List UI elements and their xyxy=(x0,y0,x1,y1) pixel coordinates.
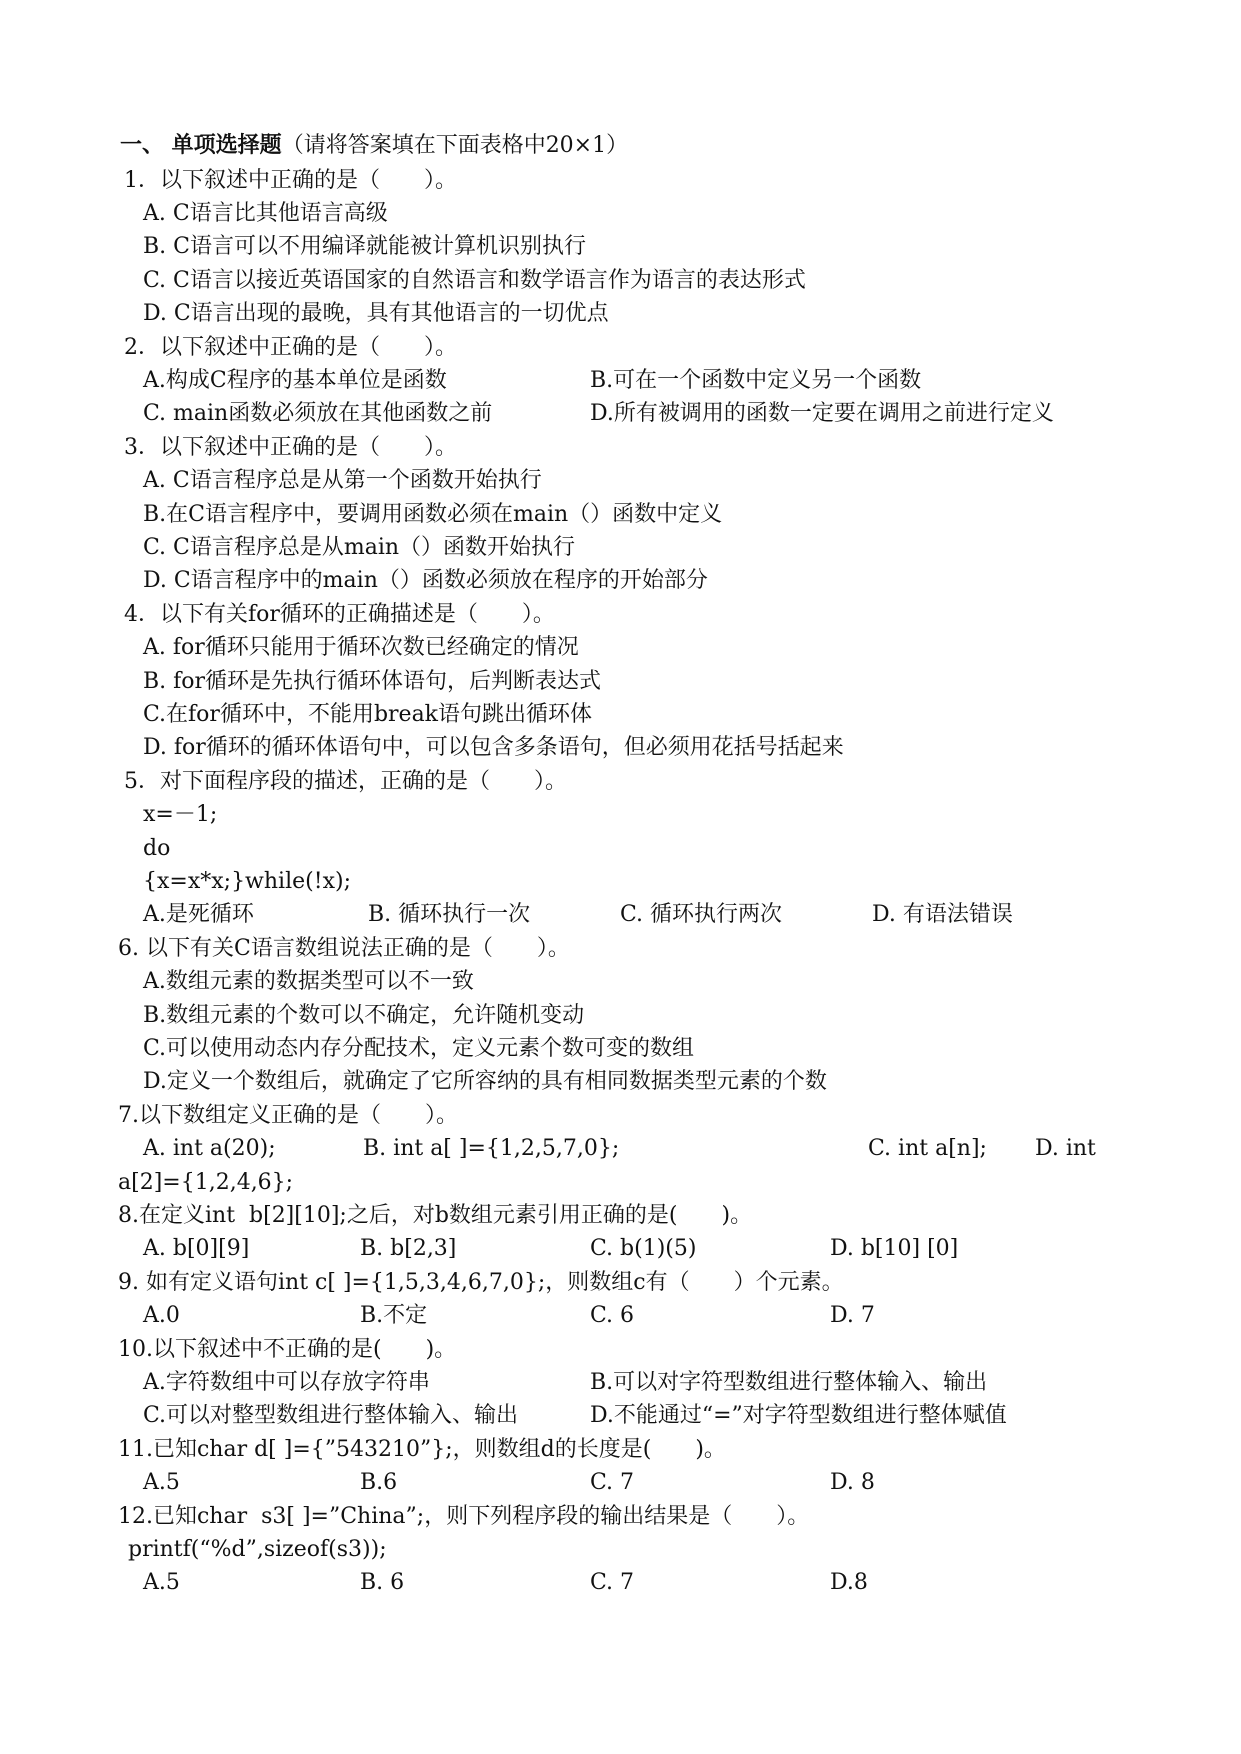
question-3-option-d: D. C语言程序中的main（）函数必须放在程序的开始部分 xyxy=(143,568,708,593)
question-8-option-a: A. b[0][9] xyxy=(143,1236,250,1261)
question-7-option-c: C. int a[n]; xyxy=(868,1136,987,1161)
question-2-stem: 2．以下叙述中正确的是（ ）。 xyxy=(124,335,457,360)
question-7-option-b: B. int a[ ]={1,2,5,7,0}; xyxy=(363,1136,620,1161)
question-2-option-d: D.所有被调用的函数一定要在调用之前进行定义 xyxy=(590,401,1054,426)
question-5-code-line-3: {x=x*x;}while(!x); xyxy=(143,869,351,894)
question-6-option-a: A.数组元素的数据类型可以不一致 xyxy=(143,969,474,994)
question-1-option-a: A. C语言比其他语言高级 xyxy=(143,201,388,226)
question-10-option-b: B.可以对字符型数组进行整体输入、输出 xyxy=(590,1370,988,1395)
question-8-option-c: C. b(1)(5) xyxy=(590,1236,697,1261)
question-1-stem: 1．以下叙述中正确的是（ ）。 xyxy=(124,168,457,193)
question-4-stem: 4．以下有关for循环的正确描述是（ ）。 xyxy=(124,602,555,627)
question-7-option-d: D. int xyxy=(1035,1136,1096,1161)
question-5-code-line-1: x=－1; xyxy=(143,802,218,827)
question-7-option-d-continued: a[2]={1,2,4,6}; xyxy=(118,1170,294,1195)
question-12-option-d: D.8 xyxy=(830,1570,868,1595)
section-header xyxy=(120,131,628,161)
question-4-option-a: A. for循环只能用于循环次数已经确定的情况 xyxy=(143,635,579,660)
question-11-option-d: D. 8 xyxy=(830,1470,875,1495)
question-3-option-a: A. C语言程序总是从第一个函数开始执行 xyxy=(143,468,542,493)
question-1-option-d: D. C语言出现的最晚，具有其他语言的一切优点 xyxy=(143,301,609,326)
question-11-option-b: B.6 xyxy=(360,1470,398,1495)
question-3-stem: 3．以下叙述中正确的是（ ）。 xyxy=(124,435,457,460)
question-11-option-a: A.5 xyxy=(143,1470,180,1495)
question-5-option-a: A.是死循环 xyxy=(143,902,254,927)
question-6-option-d: D.定义一个数组后，就确定了它所容纳的具有相同数据类型元素的个数 xyxy=(143,1069,827,1094)
question-12-option-c: C. 7 xyxy=(590,1570,635,1595)
section-instruction: （请将答案填在下面表格中20×1） xyxy=(281,133,629,158)
question-8-option-d: D. b[10] [0] xyxy=(830,1236,959,1261)
section-number: 一、 xyxy=(120,133,172,158)
question-3-option-b: B.在C语言程序中，要调用函数必须在main（）函数中定义 xyxy=(143,502,723,527)
question-5-option-d: D. 有语法错误 xyxy=(872,902,1013,927)
question-4-option-d: D. for循环的循环体语句中，可以包含多条语句，但必须用花括号括起来 xyxy=(143,735,844,760)
question-12-option-b: B. 6 xyxy=(360,1570,405,1595)
question-1-option-b: B. C语言可以不用编译就能被计算机识别执行 xyxy=(143,234,586,259)
question-4-option-c: C.在for循环中，不能用break语句跳出循环体 xyxy=(143,702,593,727)
question-2-option-a: A.构成C程序的基本单位是函数 xyxy=(143,368,447,393)
question-8-stem: 8.在定义int b[2][10];之后，对b数组元素引用正确的是( )。 xyxy=(118,1203,753,1228)
question-6-option-c: C.可以使用动态内存分配技术，定义元素个数可变的数组 xyxy=(143,1036,695,1061)
question-4-option-b: B. for循环是先执行循环体语句，后判断表达式 xyxy=(143,669,602,694)
section-title: 单项选择题 xyxy=(171,133,282,158)
question-5-stem: 5．对下面程序段的描述，正确的是（ ）。 xyxy=(124,769,567,794)
question-10-option-d: D.不能通过“=”对字符型数组进行整体赋值 xyxy=(590,1403,1007,1428)
question-12-code: printf(“%d”,sizeof(s3)); xyxy=(128,1537,387,1562)
question-9-option-b: B.不定 xyxy=(360,1303,428,1328)
question-12-option-a: A.5 xyxy=(143,1570,180,1595)
question-9-stem: 9. 如有定义语句int c[ ]={1,5,3,4,6,7,0};，则数组c有（ ）个元素。 xyxy=(118,1270,844,1295)
question-2-option-c: C. main函数必须放在其他函数之前 xyxy=(143,401,493,426)
question-10-option-a: A.字符数组中可以存放字符串 xyxy=(143,1370,430,1395)
question-9-option-d: D. 7 xyxy=(830,1303,875,1328)
question-11-option-c: C. 7 xyxy=(590,1470,635,1495)
question-7-option-a: A. int a(20); xyxy=(143,1136,276,1161)
question-12-stem: 12.已知char s3[ ]=”China”;，则下列程序段的输出结果是（ ）。 xyxy=(118,1504,810,1529)
question-9-option-c: C. 6 xyxy=(590,1303,635,1328)
question-10-option-c: C.可以对整型数组进行整体输入、输出 xyxy=(143,1403,519,1428)
question-5-code-line-2: do xyxy=(143,836,171,861)
question-3-option-c: C. C语言程序总是从main（）函数开始执行 xyxy=(143,535,576,560)
question-11-stem: 11.已知char d[ ]={”543210”};，则数组d的长度是( )。 xyxy=(118,1437,726,1462)
question-6-stem: 6. 以下有关C语言数组说法正确的是（ ）。 xyxy=(118,936,570,961)
question-9-option-a: A.0 xyxy=(143,1303,180,1328)
question-8-option-b: B. b[2,3] xyxy=(360,1236,457,1261)
question-5-option-b: B. 循环执行一次 xyxy=(368,902,531,927)
question-1-option-c: C. C语言以接近英语国家的自然语言和数学语言作为语言的表达形式 xyxy=(143,268,806,293)
question-7-stem: 7.以下数组定义正确的是（ ）。 xyxy=(118,1103,458,1128)
question-10-stem: 10.以下叙述中不正确的是( )。 xyxy=(118,1337,457,1362)
question-5-option-c: C. 循环执行两次 xyxy=(620,902,783,927)
question-6-option-b: B.数组元素的个数可以不确定，允许随机变动 xyxy=(143,1003,585,1028)
question-2-option-b: B.可在一个函数中定义另一个函数 xyxy=(590,368,922,393)
